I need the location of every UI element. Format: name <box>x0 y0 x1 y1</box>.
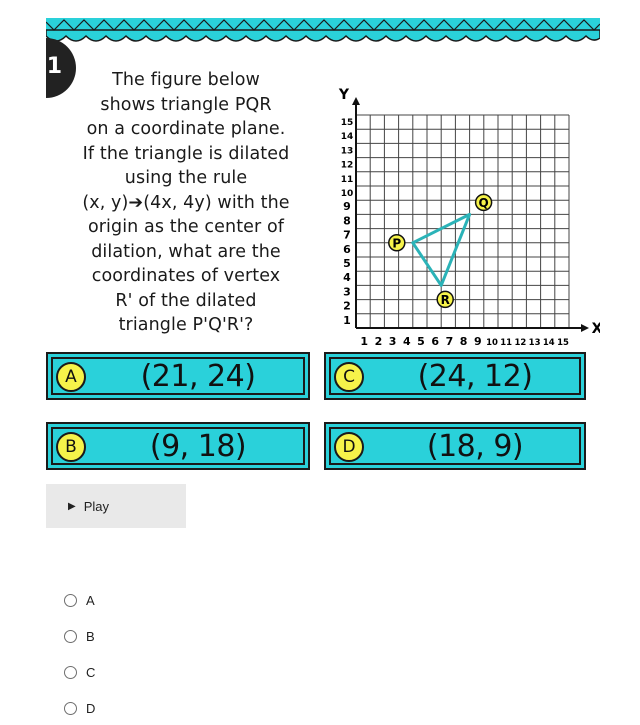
choice-label: D <box>86 700 96 716</box>
y-tick-label: 3 <box>343 285 351 299</box>
grid-lines <box>356 115 569 328</box>
y-axis-label: Y <box>338 87 350 103</box>
y-tick-label: 13 <box>340 146 354 157</box>
question-text <box>62 68 310 338</box>
question-line: origin as the center of <box>87 217 285 237</box>
coordinate-plane <box>314 66 603 346</box>
answer-letter: C <box>334 362 364 392</box>
y-tick-label: 7 <box>343 228 351 242</box>
x-tick-label: 3 <box>388 335 397 346</box>
vertex-label: Q <box>478 195 489 210</box>
answer-value: (18, 9) <box>426 429 524 464</box>
wave-border <box>46 18 600 54</box>
answer-value: (9, 18) <box>149 429 247 464</box>
question-line: R' of the dilated <box>115 290 257 311</box>
answer-value: (24, 12) <box>417 359 533 394</box>
vertex-label: R <box>440 292 450 307</box>
x-axis-label: X <box>591 321 603 337</box>
choice-label: A <box>86 592 95 608</box>
question-line: (x, y)➔(4x, 4y) with the <box>82 192 290 213</box>
radio-b[interactable] <box>64 630 77 643</box>
question-line: dilation, what are the <box>91 241 281 262</box>
answer-option-d[interactable] <box>324 422 586 470</box>
x-tick-label: 12 <box>514 338 527 346</box>
y-tick-label: 9 <box>343 200 351 214</box>
y-tick-label: 5 <box>343 257 351 270</box>
answer-option-a[interactable] <box>46 352 310 400</box>
choice-c[interactable] <box>64 662 95 682</box>
question-number-badge: 1 <box>46 38 76 98</box>
choice-label: B <box>86 628 95 644</box>
choice-label: C <box>86 664 96 680</box>
radio-d[interactable] <box>64 702 77 715</box>
choice-d[interactable] <box>64 698 95 718</box>
x-tick-label: 14 <box>542 338 555 346</box>
x-tick-label: 6 <box>431 335 440 346</box>
answer-value: (21, 24) <box>140 359 256 394</box>
radio-c[interactable] <box>64 666 77 679</box>
question-line: using the rule <box>124 168 248 188</box>
x-tick-label: 8 <box>459 335 468 346</box>
question-line: If the triangle is dilated <box>82 143 290 164</box>
x-tick-label: 15 <box>557 338 569 346</box>
question-line: shows triangle PQR <box>100 94 272 115</box>
answer-letter: D <box>334 432 364 462</box>
y-tick-label: 8 <box>343 214 351 228</box>
radio-a[interactable] <box>64 594 77 607</box>
vertex-labels <box>389 194 492 307</box>
play-icon: ▶ <box>68 500 76 512</box>
answer-letter: B <box>56 432 86 462</box>
y-tick-label: 14 <box>340 132 354 143</box>
play-label: Play <box>83 498 109 514</box>
y-arrow <box>352 97 360 105</box>
x-tick-label: 10 <box>486 338 498 346</box>
y-tick-label: 6 <box>343 242 351 256</box>
y-tick-label: 4 <box>343 271 351 285</box>
x-tick-label: 2 <box>374 335 383 346</box>
question-line: The figure below <box>112 70 260 90</box>
question-image <box>46 18 603 476</box>
choice-b[interactable] <box>64 626 95 646</box>
answer-letter: A <box>56 362 86 392</box>
x-arrow <box>581 324 589 332</box>
x-tick-label: 7 <box>445 335 454 346</box>
y-tick-label: 1 <box>343 313 351 327</box>
x-tick-label: 4 <box>402 335 411 346</box>
question-line: triangle P'Q'R'? <box>118 315 254 335</box>
y-tick-label: 15 <box>340 118 354 128</box>
answer-option-b[interactable] <box>46 422 310 470</box>
tick-labels <box>341 118 569 346</box>
x-tick-label: 9 <box>473 335 482 346</box>
audio-play-button[interactable] <box>46 484 186 528</box>
vertex-label: P <box>392 236 402 251</box>
x-tick-label: 1 <box>360 335 369 346</box>
y-tick-label: 11 <box>340 174 354 185</box>
x-tick-label: 5 <box>417 335 425 346</box>
y-tick-label: 10 <box>340 189 354 199</box>
x-tick-label: 13 <box>528 338 541 346</box>
question-line: on a coordinate plane. <box>86 119 286 139</box>
answer-option-c[interactable] <box>324 352 586 400</box>
y-tick-label: 12 <box>340 160 354 171</box>
choice-a[interactable] <box>64 590 95 610</box>
question-line: coordinates of vertex <box>91 266 281 286</box>
y-tick-label: 2 <box>343 299 351 313</box>
x-tick-label: 11 <box>500 338 513 346</box>
